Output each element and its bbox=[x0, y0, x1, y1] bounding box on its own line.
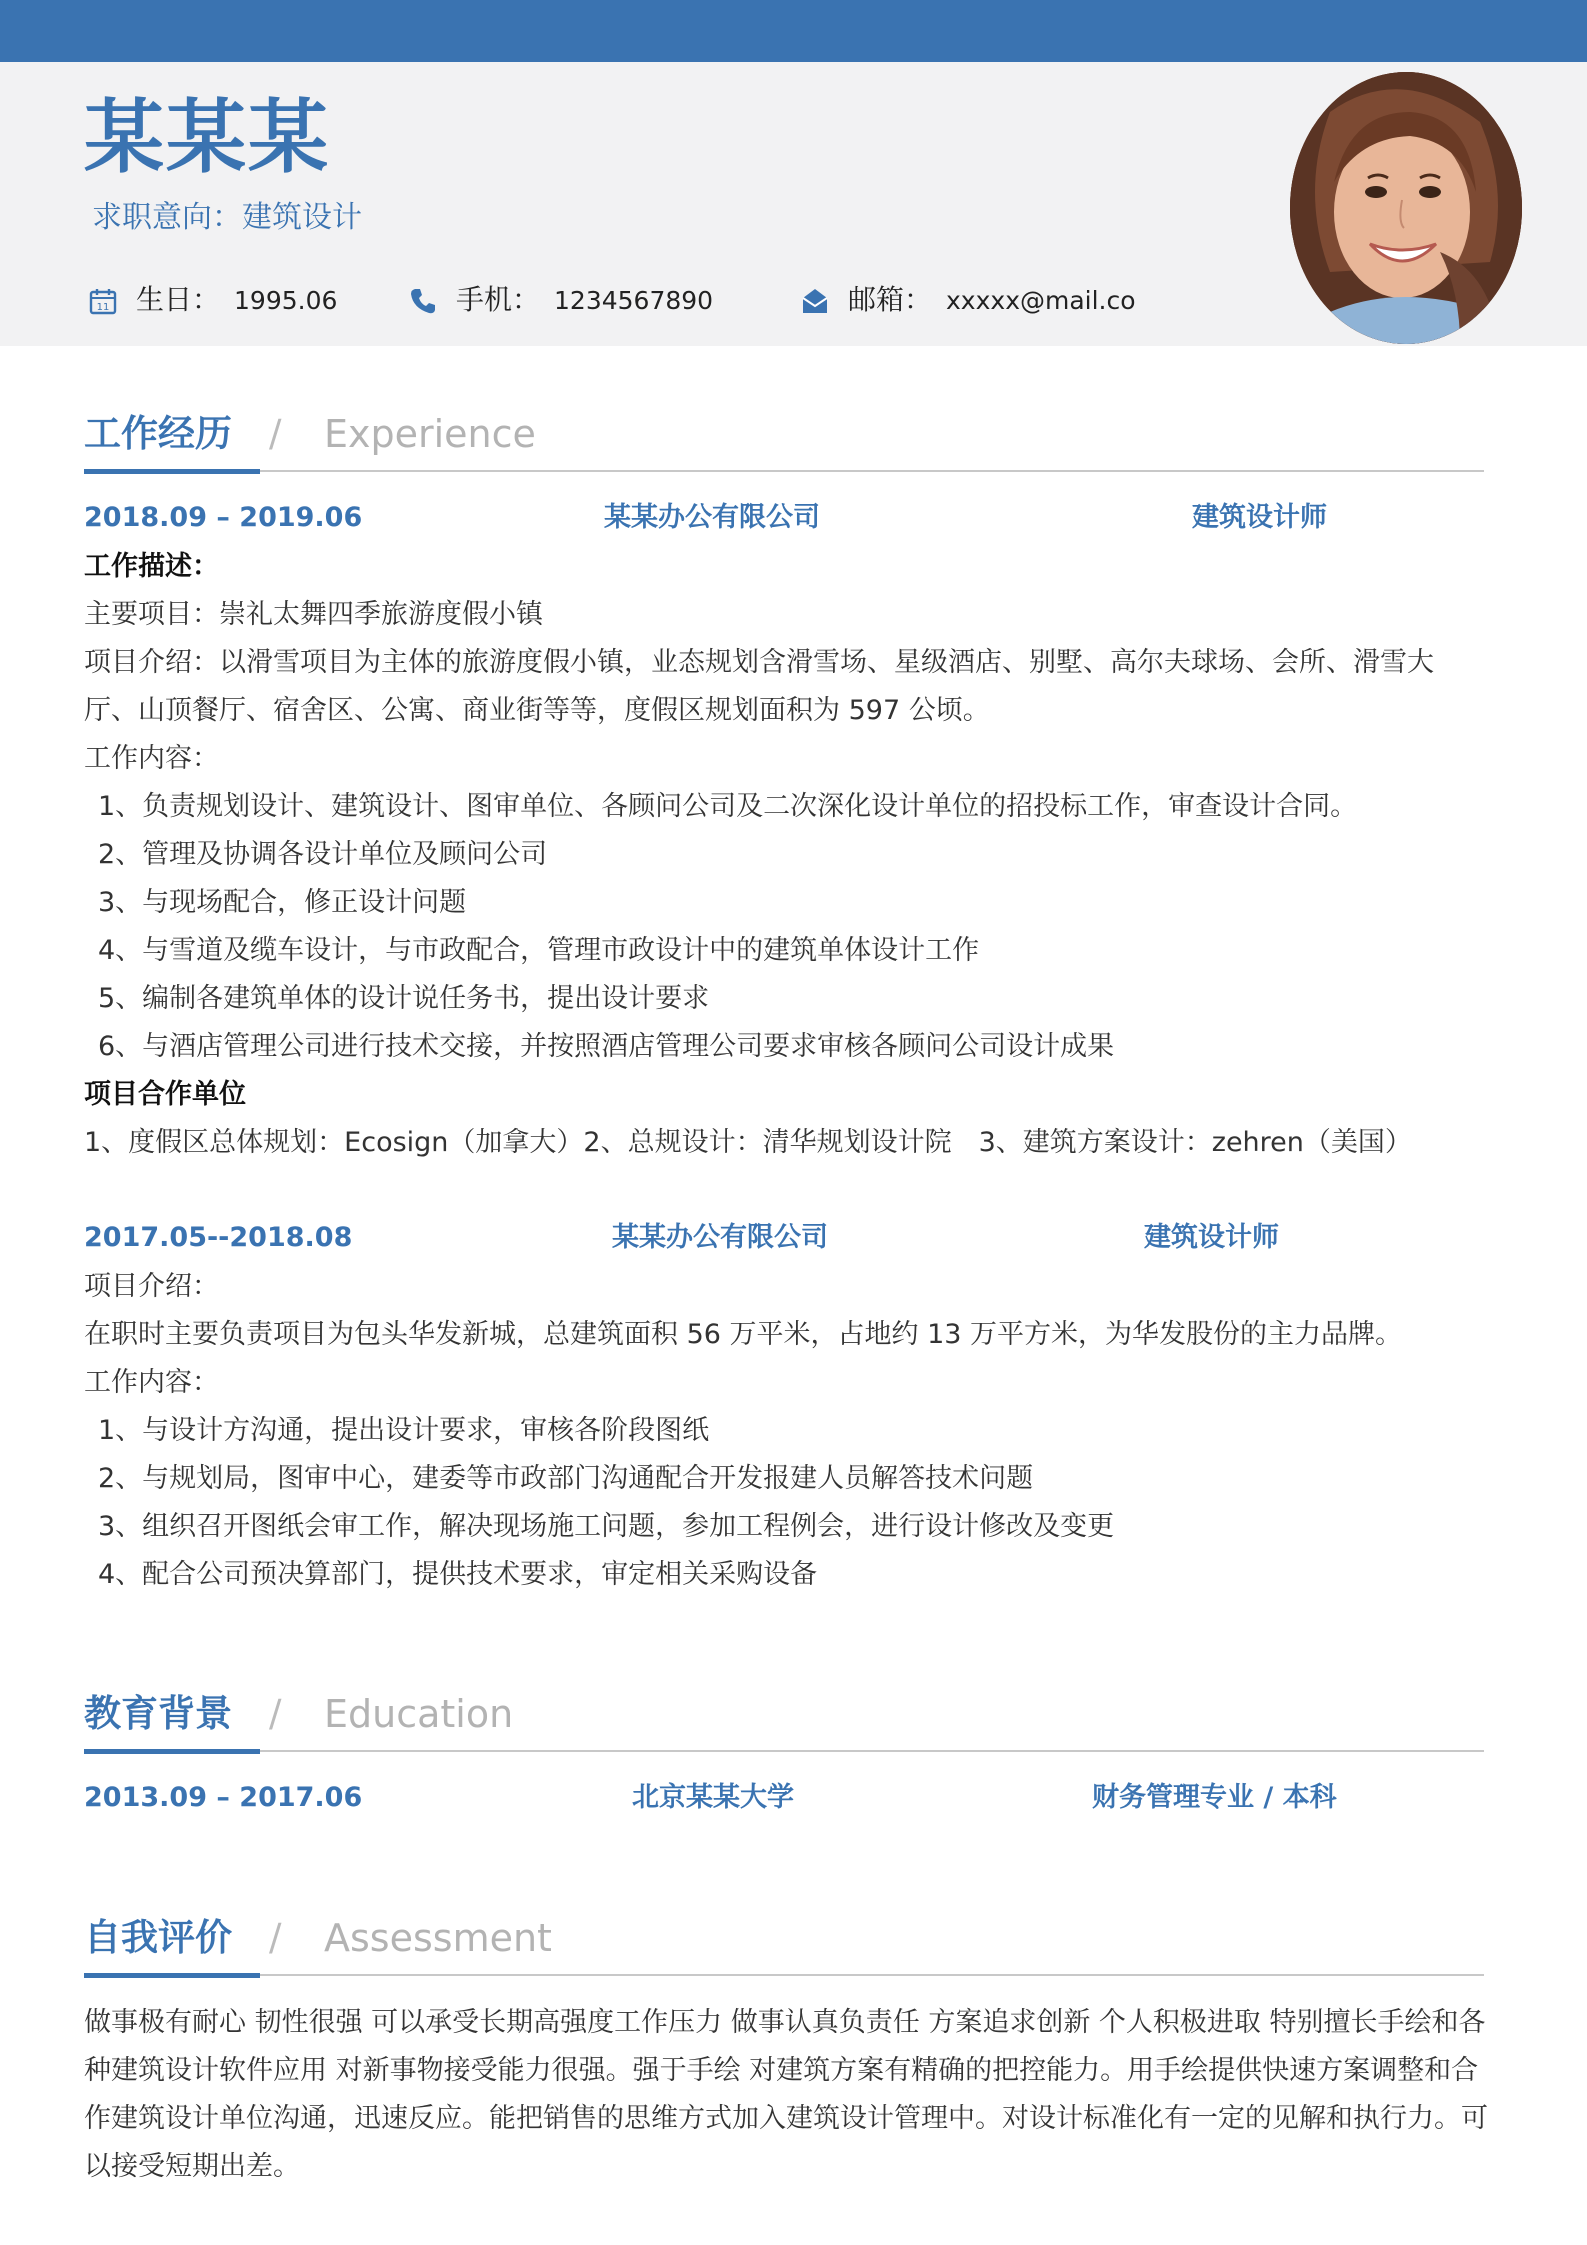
phone-label: 手机： bbox=[456, 283, 541, 316]
job2-header bbox=[84, 1216, 1484, 1260]
section-divider-accent bbox=[84, 1749, 260, 1754]
email-value: xxxxx@mail.co bbox=[946, 286, 1136, 315]
job2-role: 建筑设计师 bbox=[1144, 1222, 1279, 1253]
email-label: 邮箱： bbox=[848, 283, 933, 316]
assessment-text: 做事极有耐心 韧性很强 可以承受长期高强度工作压力 做事认真负责任 方案追求创新 个人积极进取 特别擅长手绘和各种建筑设计软件应用 对新事物接受能力很强。强于手绘 对建筑方案有精确的把控能力。用手绘提供快速方案调整和合作建筑设计单位沟通，迅速反应。能把销售的思维方式加入建筑设计管理中。对设计标准化有一定的见解和执行力。可以接受短期出差。 bbox=[84, 2007, 1488, 2182]
section-divider-accent bbox=[84, 469, 260, 474]
job1-desc-label: 工作描述： bbox=[84, 551, 219, 582]
job2-period: 2017.05--2018.08 bbox=[84, 1222, 353, 1253]
avatar-portrait bbox=[1290, 72, 1522, 344]
mail-icon bbox=[800, 286, 830, 316]
list-item: 5、编制各建筑单体的设计说任务书，提出设计要求 bbox=[98, 983, 710, 1014]
candidate-name: 某某某 bbox=[84, 91, 330, 184]
job1-period: 2018.09 – 2019.06 bbox=[84, 502, 363, 533]
list-item: 2、与规划局，图审中心，建委等市政部门沟通配合开发报建人员解答技术问题 bbox=[98, 1463, 1034, 1494]
job1-intro-line1: 项目介绍：以滑雪项目为主体的旅游度假小镇，业态规划含滑雪场、星级酒店、别墅、高尔夫球场、会所、滑雪大 bbox=[84, 647, 1434, 678]
job2-content-label: 工作内容： bbox=[84, 1367, 219, 1398]
education-major: 财务管理专业 / 本科 bbox=[1092, 1782, 1337, 1813]
birthday-value: 1995.06 bbox=[234, 286, 338, 315]
list-item: 1、与设计方沟通，提出设计要求，审核各阶段图纸 bbox=[98, 1415, 710, 1446]
job1-partners-label: 项目合作单位 bbox=[84, 1079, 246, 1110]
list-item: 6、与酒店管理公司进行技术交接，并按照酒店管理公司要求审核各顾问公司设计成果 bbox=[98, 1031, 1115, 1062]
education-school: 北京某某大学 bbox=[632, 1782, 794, 1813]
education-period: 2013.09 – 2017.06 bbox=[84, 1782, 363, 1813]
list-item: 3、组织召开图纸会审工作，解决现场施工问题，参加工程例会，进行设计修改及变更 bbox=[98, 1511, 1115, 1542]
svg-text:11: 11 bbox=[96, 302, 110, 313]
education-title-en: Education bbox=[324, 1692, 514, 1736]
section-divider bbox=[84, 1974, 1484, 1976]
experience-separator: / bbox=[269, 412, 282, 455]
section-divider bbox=[84, 470, 1484, 472]
section-divider bbox=[84, 1750, 1484, 1752]
email-info bbox=[800, 280, 1136, 320]
job1-main-project: 主要项目：崇礼太舞四季旅游度假小镇 bbox=[84, 599, 543, 630]
experience-title-en: Experience bbox=[324, 412, 536, 456]
experience-title: 工作经历 bbox=[84, 412, 232, 455]
job1-company: 某某办公有限公司 bbox=[604, 502, 820, 533]
job2-intro: 在职时主要负责项目为包头华发新城，总建筑面积 56 万平米，占地约 13 万平方米，为华发股份的主力品牌。 bbox=[84, 1319, 1403, 1350]
job1-role: 建筑设计师 bbox=[1192, 502, 1327, 533]
birthday-info bbox=[88, 280, 337, 320]
phone-info bbox=[408, 280, 713, 320]
birthday-label: 生日： bbox=[136, 283, 221, 316]
education-separator: / bbox=[269, 1692, 282, 1735]
job1-content-label: 工作内容： bbox=[84, 743, 219, 774]
phone-icon bbox=[408, 286, 438, 316]
assessment-section-header bbox=[84, 1908, 1484, 1978]
phone-value: 1234567890 bbox=[554, 286, 714, 315]
calendar-icon bbox=[88, 286, 118, 316]
job1-intro-line2: 厅、山顶餐厅、宿舍区、公寓、商业街等等，度假区规划面积为 597 公顷。 bbox=[84, 695, 990, 726]
job2-intro-label: 项目介绍： bbox=[84, 1271, 219, 1302]
job2-company: 某某办公有限公司 bbox=[612, 1222, 828, 1253]
avatar bbox=[1290, 72, 1522, 344]
job1-header bbox=[84, 496, 1484, 540]
job-intent: 求职意向：建筑设计 bbox=[92, 200, 362, 235]
education-row bbox=[84, 1776, 1484, 1820]
assessment-title: 自我评价 bbox=[84, 1916, 232, 1959]
top-accent-bar bbox=[0, 0, 1587, 62]
job1-partners: 1、度假区总体规划：Ecosign（加拿大）2、总规设计：清华规划设计院 3、建筑方案设计：zehren（美国） bbox=[84, 1127, 1412, 1158]
section-divider-accent bbox=[84, 1973, 260, 1978]
experience-section-header bbox=[84, 404, 1484, 474]
education-title: 教育背景 bbox=[84, 1692, 232, 1735]
list-item: 3、与现场配合，修正设计问题 bbox=[98, 887, 467, 918]
education-section-header bbox=[84, 1684, 1484, 1754]
list-item: 1、负责规划设计、建筑设计、图审单位、各顾问公司及二次深化设计单位的招投标工作，审查设计合同。 bbox=[98, 791, 1358, 822]
list-item: 4、配合公司预决算部门，提供技术要求，审定相关采购设备 bbox=[98, 1559, 818, 1590]
assessment-separator: / bbox=[269, 1916, 282, 1959]
assessment-title-en: Assessment bbox=[324, 1916, 552, 1960]
list-item: 2、管理及协调各设计单位及顾问公司 bbox=[98, 839, 548, 870]
list-item: 4、与雪道及缆车设计，与市政配合，管理市政设计中的建筑单体设计工作 bbox=[98, 935, 980, 966]
